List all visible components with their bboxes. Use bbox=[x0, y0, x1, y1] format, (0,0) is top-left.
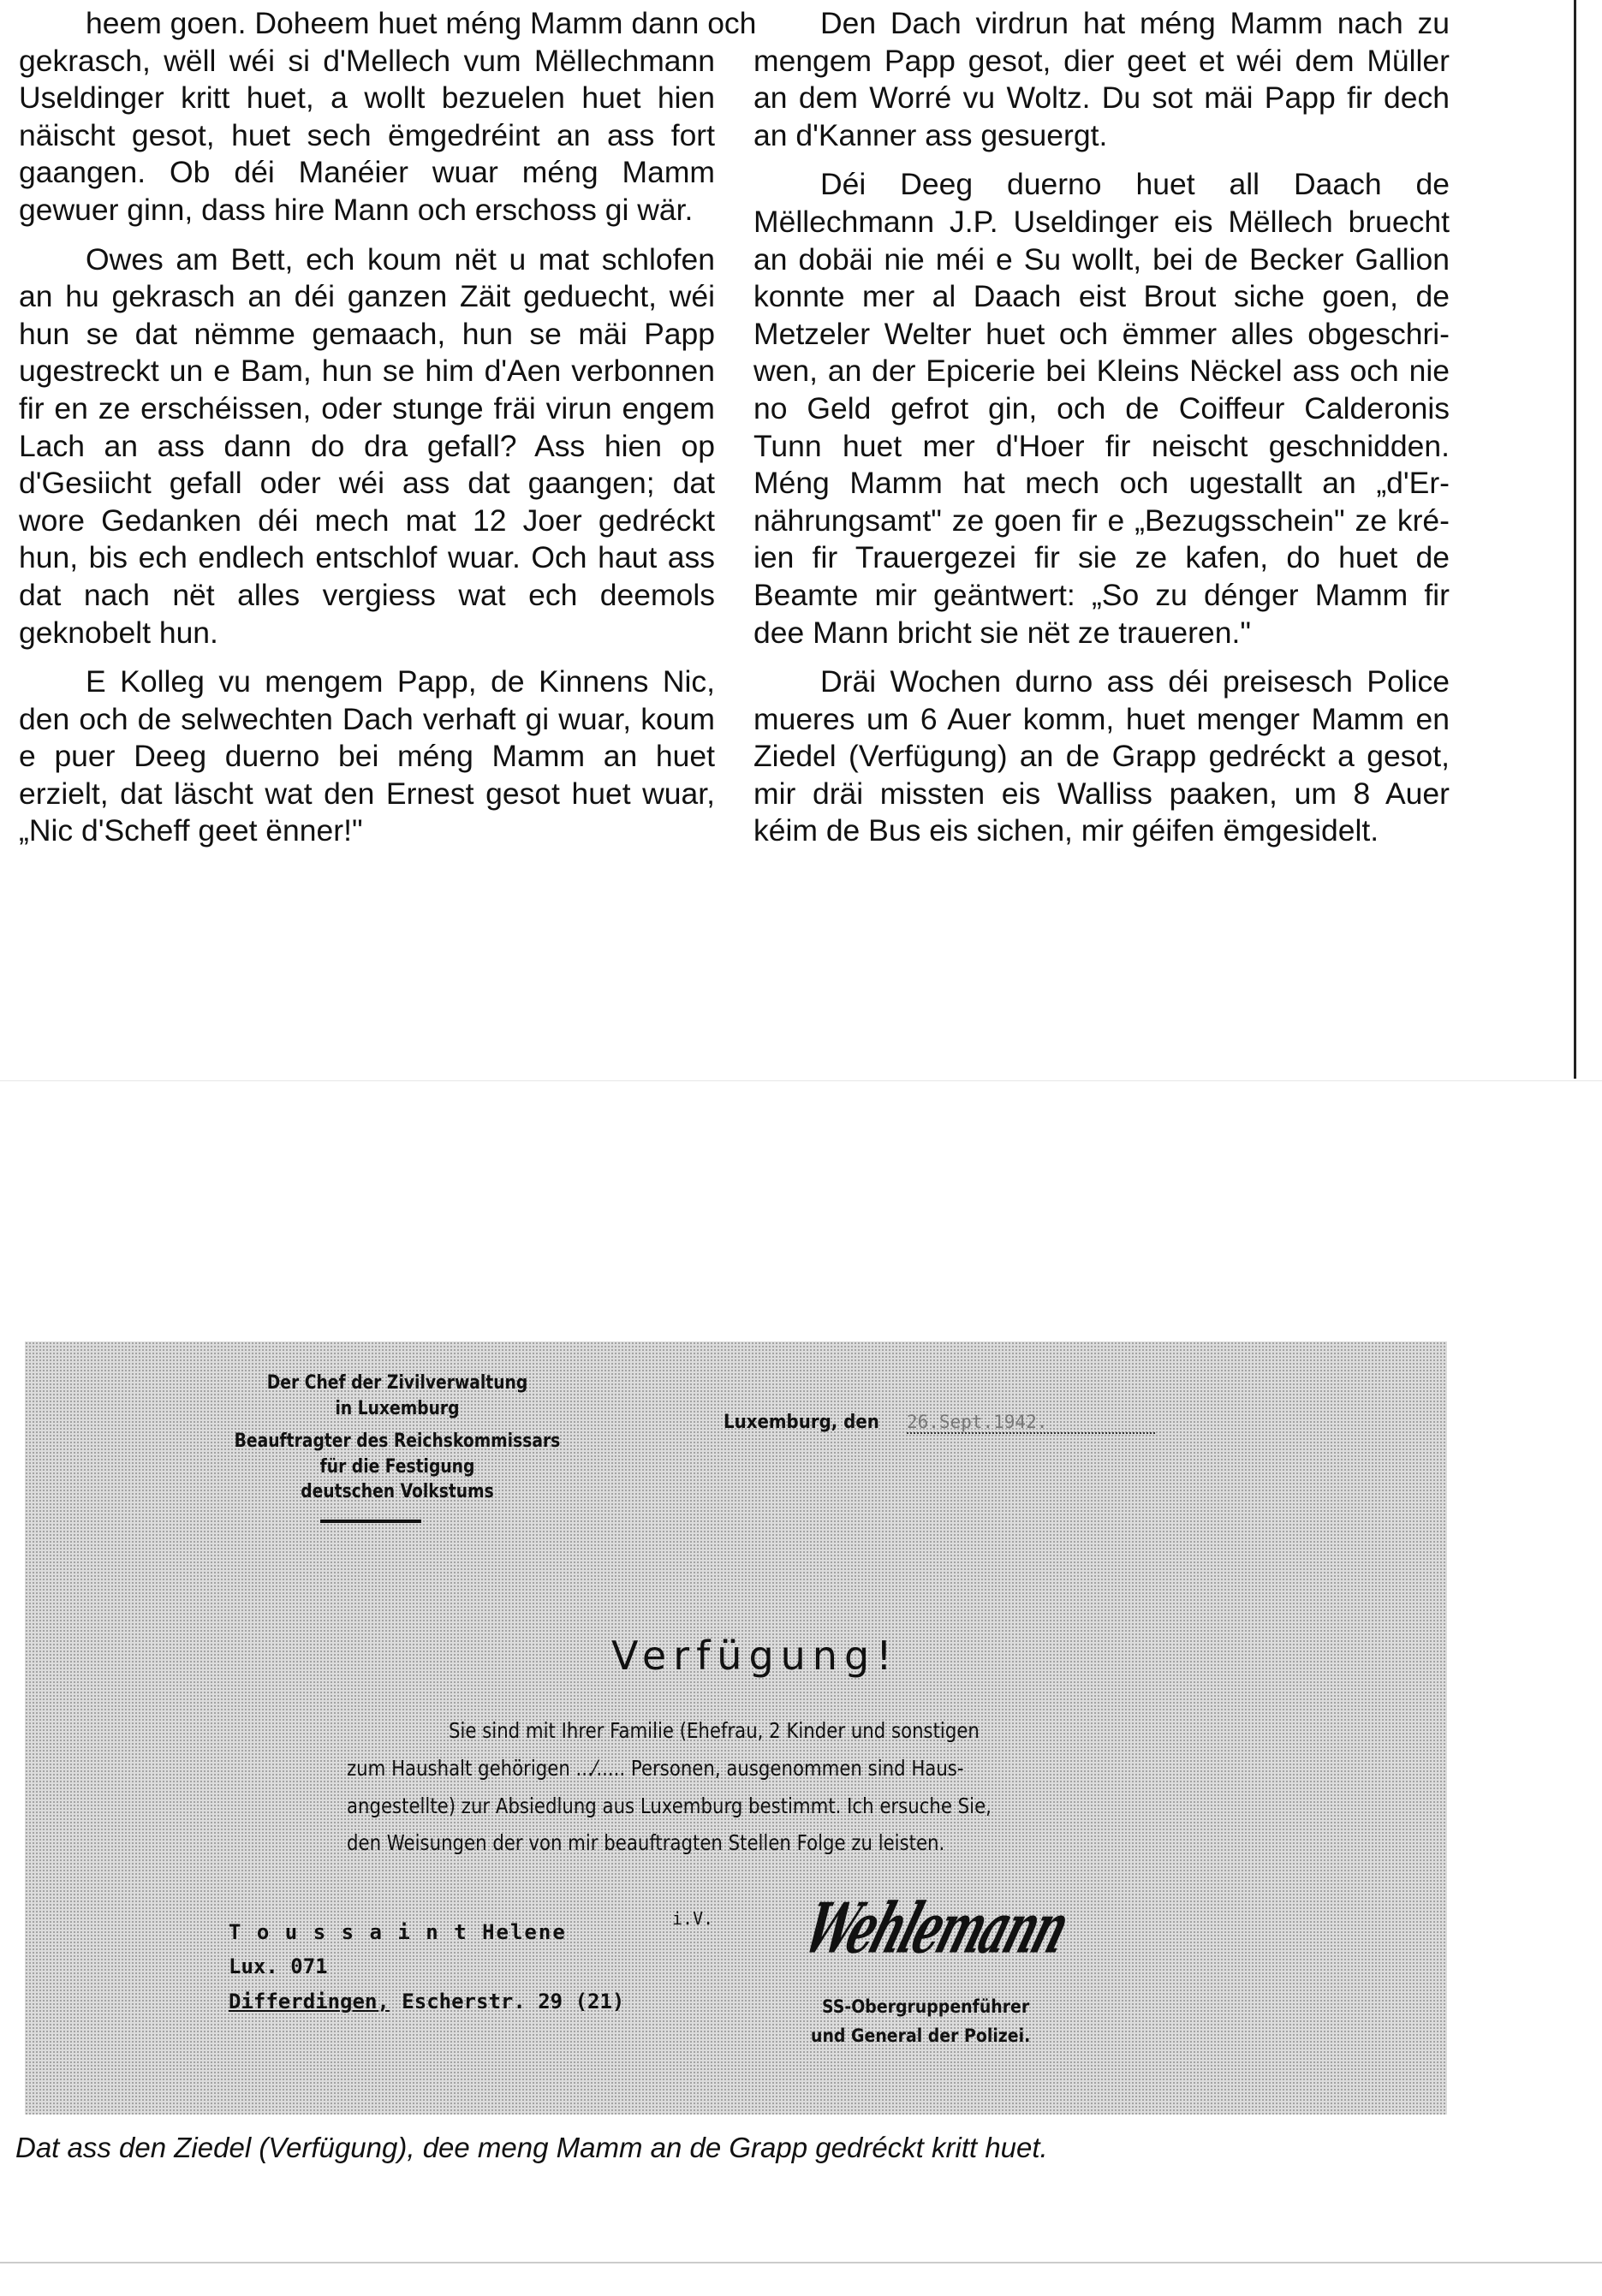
figure-caption: Dat ass den Ziedel (Verfügung), dee meng Mamm an de Grapp gedréckt kritt huet. bbox=[15, 2132, 1048, 2163]
article-left-column bbox=[19, 5, 757, 862]
text-line: Dräi Wochen durno ass déi preisesch Police bbox=[820, 664, 1450, 699]
header-line: deutschen Volkstums bbox=[301, 1481, 494, 1502]
header-line: Beauftragter des Reichskommissars bbox=[234, 1431, 561, 1452]
text-line: Mëllechmann J.P. Useldinger eis Mëllech bruecht bbox=[753, 204, 1450, 239]
text-line: geknobelt hun. bbox=[19, 615, 218, 650]
text-line: Den Dach virdrun hat méng Mamm nach zu bbox=[820, 6, 1450, 40]
text-line: wore Gedanken déi mech mat 12 Joer gedréckt bbox=[19, 503, 715, 538]
text-line: an hu gekrasch an déi ganzen Zäit geduecht, wéi bbox=[19, 279, 715, 314]
header-line: Der Chef der Zivilverwaltung bbox=[266, 1372, 528, 1394]
body-line: zum Haushalt gehörigen ...⁄..... Personen, ausgenommen sind Haus- bbox=[347, 1756, 964, 1781]
text-line: nährungsamt" ze goen fir e „Bezugsschein" ze kré- bbox=[753, 503, 1450, 538]
text-line: hun se dat nëmme gemaach, hun se mäi Papp bbox=[19, 316, 715, 351]
text-line: näischt gesot, huet sech ëmgedréint an ass fort bbox=[19, 117, 715, 152]
text-line: an dem Worré vu Woltz. Du sot mäi Papp fir dech bbox=[753, 80, 1450, 116]
text-line: Owes am Bett, ech koum nët u mat schlofen bbox=[86, 241, 715, 277]
header-rule bbox=[320, 1520, 421, 1523]
text-line: fir en ze erschéissen, oder stunge fräi virun engem bbox=[19, 390, 715, 425]
text-line: Metzeler Welter huet och ëmmer alles obgeschri- bbox=[753, 316, 1450, 351]
paragraph bbox=[753, 663, 1450, 850]
text-line: mir dräi missten eis Walliss paaken, um 8 Auer bbox=[753, 776, 1450, 811]
text-line: mengem Papp gesot, dier geet et wéi dem Müller bbox=[753, 43, 1450, 78]
text-line: mueres um 6 Auer komm, huet menger Mamm en bbox=[753, 701, 1450, 736]
document-title: Verfügung! bbox=[611, 1633, 899, 1679]
article-right-column bbox=[753, 5, 1450, 862]
text-line: „Nic d'Scheff geet ënner!" bbox=[19, 813, 363, 848]
address-street: Escherstr. 29 (21) bbox=[389, 1990, 625, 2013]
text-line: E Kolleg vu mengem Papp, de Kinnens Nic, bbox=[86, 664, 715, 699]
paragraph bbox=[753, 5, 1450, 154]
text-line: erzielt, dat läscht wat den Ernest gesot huet wuar, bbox=[19, 776, 715, 811]
body-line: Sie sind mit Ihrer Familie (Ehefrau, 2 Kinder und sonstigen bbox=[449, 1718, 980, 1743]
header-line: für die Festigung bbox=[319, 1456, 475, 1478]
text-line: konnte mer al Daach eist Brout siche goen, de bbox=[753, 279, 1450, 314]
signature: Wehlemann bbox=[795, 1888, 1077, 1969]
text-line: dee Mann bricht sie nët ze traueren." bbox=[753, 615, 1251, 650]
text-line: ien fir Trauergezei fir sie ze kafen, do huet de bbox=[753, 540, 1450, 575]
text-line: an dobäi nie méi e Su wollt, bei de Becker Gallion bbox=[753, 241, 1450, 277]
text-line: Ziedel (Verfügung) an de Grapp gedréckt a gesot, bbox=[753, 739, 1450, 774]
text-line: gewuer ginn, dass hire Mann och erschoss gi wär. bbox=[19, 192, 694, 227]
paragraph bbox=[753, 166, 1450, 651]
paragraph bbox=[19, 241, 715, 652]
text-line: Méng Mamm hat mech och ugestallt an „d'Er- bbox=[753, 466, 1450, 501]
header-line: in Luxemburg bbox=[335, 1398, 460, 1419]
text-line: den och de selwechten Dach verhaft gi wuar, koum bbox=[19, 701, 715, 736]
body-line: angestellte) zur Absiedlung aus Luxemburg bestimmt. Ich ersuche Sie, bbox=[347, 1793, 992, 1818]
text-line: Déi Deeg duerno huet all Daach de bbox=[820, 167, 1450, 202]
body-line: den Weisungen der von mir beauftragten Stellen Folge zu leisten. bbox=[347, 1830, 945, 1855]
date-value: 26.Sept.1942. bbox=[907, 1412, 1155, 1434]
text-line: wen, an der Epicerie bei Kleins Nëckel ass och nie bbox=[753, 354, 1450, 389]
text-line: heem goen. Doheem huet méng Mamm dann och bbox=[86, 6, 757, 40]
text-line: kéim de Bus eis sichen, mir géifen ëmgesidelt. bbox=[753, 813, 1379, 848]
fold-line bbox=[0, 1080, 1602, 1081]
text-line: Lach an ass dann do dra gefall? Ass hien op bbox=[19, 428, 715, 463]
signatory-title: SS-Obergruppenführer bbox=[822, 1996, 1030, 2017]
verfuegung-document-image bbox=[25, 1341, 1447, 2115]
text-line: no Geld gefrot gin, och de Coiffeur Calderonis bbox=[753, 390, 1450, 425]
recipient-name: T o u s s a i n t Helene bbox=[229, 1920, 567, 1944]
text-line: hun, bis ech endlech entschlof wuar. Och haut ass bbox=[19, 540, 715, 575]
text-line: e puer Deeg duerno bei méng Mamm an huet bbox=[19, 739, 715, 774]
address-town: Differdingen, bbox=[229, 1990, 390, 2013]
signatory-rank: und General der Polizei. bbox=[811, 2025, 1031, 2046]
date-label: Luxemburg, den bbox=[724, 1412, 879, 1433]
paragraph bbox=[19, 663, 715, 850]
text-line: gekrasch, wëll wéi si d'Mellech vum Mëllechmann bbox=[19, 43, 715, 78]
text-line: an d'Kanner ass gesuergt. bbox=[753, 117, 1108, 152]
text-line: ugestreckt un e Bam, hun se him d'Aen verbonnen bbox=[19, 354, 715, 389]
text-line: Useldinger kritt huet, a wollt bezuelen huet hien bbox=[19, 80, 715, 116]
recipient-code: Lux. 071 bbox=[229, 1954, 328, 1978]
iv-label: i.V. bbox=[672, 1908, 714, 1929]
page-bottom-line bbox=[0, 2262, 1602, 2263]
text-line: Tunn huet mer d'Hoer fir neischt geschnidden. bbox=[753, 428, 1450, 463]
page-edge-line bbox=[1574, 0, 1576, 1079]
text-line: dat nach nët alles vergiess wat ech deemols bbox=[19, 577, 715, 612]
text-line: gaangen. Ob déi Manéier wuar méng Mamm bbox=[19, 155, 715, 190]
paragraph bbox=[19, 5, 757, 229]
recipient-address bbox=[229, 1990, 624, 2013]
text-line: d'Gesiicht gefall oder wéi ass dat gaangen; dat bbox=[19, 466, 715, 501]
text-line: Beamte mir geäntwert: „So zu dénger Mamm fir bbox=[753, 577, 1450, 612]
